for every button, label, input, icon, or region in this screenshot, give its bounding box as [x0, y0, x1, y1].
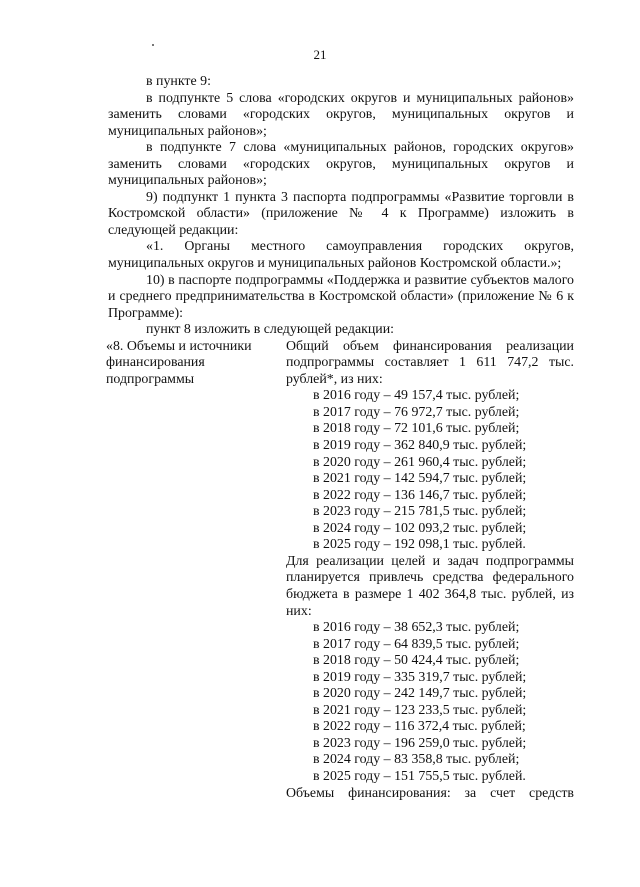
year-line: в 2022 году – 136 146,7 тыс. рублей; — [313, 487, 527, 503]
year-line: в 2019 году – 335 319,7 тыс. рублей; — [313, 669, 527, 685]
year-line: в 2018 году – 72 101,6 тыс. рублей; — [313, 421, 520, 437]
paragraph-subpoint-7: в подпункте 7 слова «муниципальных районов, городских округов» заменить словами «городских округов, муниципальных округов и муниципальных районов»; — [108, 140, 574, 189]
year-line: в 2016 году – 38 652,3 тыс. рублей; — [313, 620, 520, 636]
closing-text: Объемы финансирования: за счет средств — [286, 785, 574, 801]
year-line: в 2025 году – 151 755,5 тыс. рублей. — [313, 768, 526, 784]
year-line: в 2024 году – 102 093,2 тыс. рублей; — [313, 520, 527, 536]
federal-financing-text: Для реализации целей и задач подпрограммы планируется привлечь средства федерального бюджета в размере 1 402 364,8 тыс. рублей, из них: — [286, 553, 574, 619]
year-line: в 2020 году – 261 960,4 тыс. рублей; — [313, 454, 527, 470]
year-line: в 2016 году – 49 157,4 тыс. рублей; — [313, 388, 520, 404]
year-line: в 2023 году – 215 781,5 тыс. рублей; — [313, 504, 527, 520]
total-financing-text: Общий объем финансирования реализации подпрограммы составляет 1 611 747,2 тыс. рублей*, из них: — [286, 338, 574, 387]
year-line: в 2018 году – 50 424,4 тыс. рублей; — [313, 653, 520, 669]
year-line: в 2022 году – 116 372,4 тыс. рублей; — [313, 719, 526, 735]
year-line: в 2017 году – 64 839,5 тыс. рублей; — [313, 636, 520, 652]
year-line: в 2020 году – 242 149,7 тыс. рублей; — [313, 686, 527, 702]
year-line: в 2021 году – 142 594,7 тыс. рублей; — [313, 471, 527, 487]
paragraph-point-8: пункт 8 изложить в следующей редакции: — [146, 322, 395, 338]
total-by-year-list — [286, 388, 574, 553]
financing-label: «8. Объемы и источники финансирования подпрограммы — [106, 338, 252, 387]
scan-speck — [152, 44, 154, 46]
paragraph-quote-1: «1. Органы местного самоуправления городских округов, муниципальных округов и муниципальных районов Костромской области.»; — [108, 239, 574, 272]
page-number: 21 — [313, 47, 327, 62]
paragraph-subpoint-5: в подпункте 5 слова «городских округов и муниципальных районов» заменить словами «городских округов, муниципальных округов и муниципальных районов»; — [108, 90, 574, 139]
year-line: в 2021 году – 123 233,5 тыс. рублей; — [313, 702, 527, 718]
paragraph-item-10: 10) в паспорте подпрограммы «Поддержка и развитие субъектов малого и среднего предпринимательства в Костромской области» (приложение № 6 к Программе): — [108, 272, 574, 321]
year-line: в 2019 году – 362 840,9 тыс. рублей; — [313, 438, 527, 454]
federal-by-year-list — [286, 620, 574, 785]
year-line: в 2023 году – 196 259,0 тыс. рублей; — [313, 735, 527, 751]
year-line: в 2024 году – 83 358,8 тыс. рублей; — [313, 752, 520, 768]
year-line: в 2017 году – 76 972,7 тыс. рублей; — [313, 404, 520, 420]
paragraph-item-9: 9) подпункт 1 пункта 3 паспорта подпрограммы «Развитие торговли в Костромской области» (приложение № 4 к Программе) изложить в следующей редакции: — [108, 189, 574, 238]
financing-section — [108, 339, 574, 802]
financing-content — [286, 339, 574, 802]
year-line: в 2025 году – 192 098,1 тыс. рублей. — [313, 537, 526, 553]
paragraph-point-9: в пункте 9: — [146, 74, 211, 89]
document-body — [108, 74, 574, 802]
